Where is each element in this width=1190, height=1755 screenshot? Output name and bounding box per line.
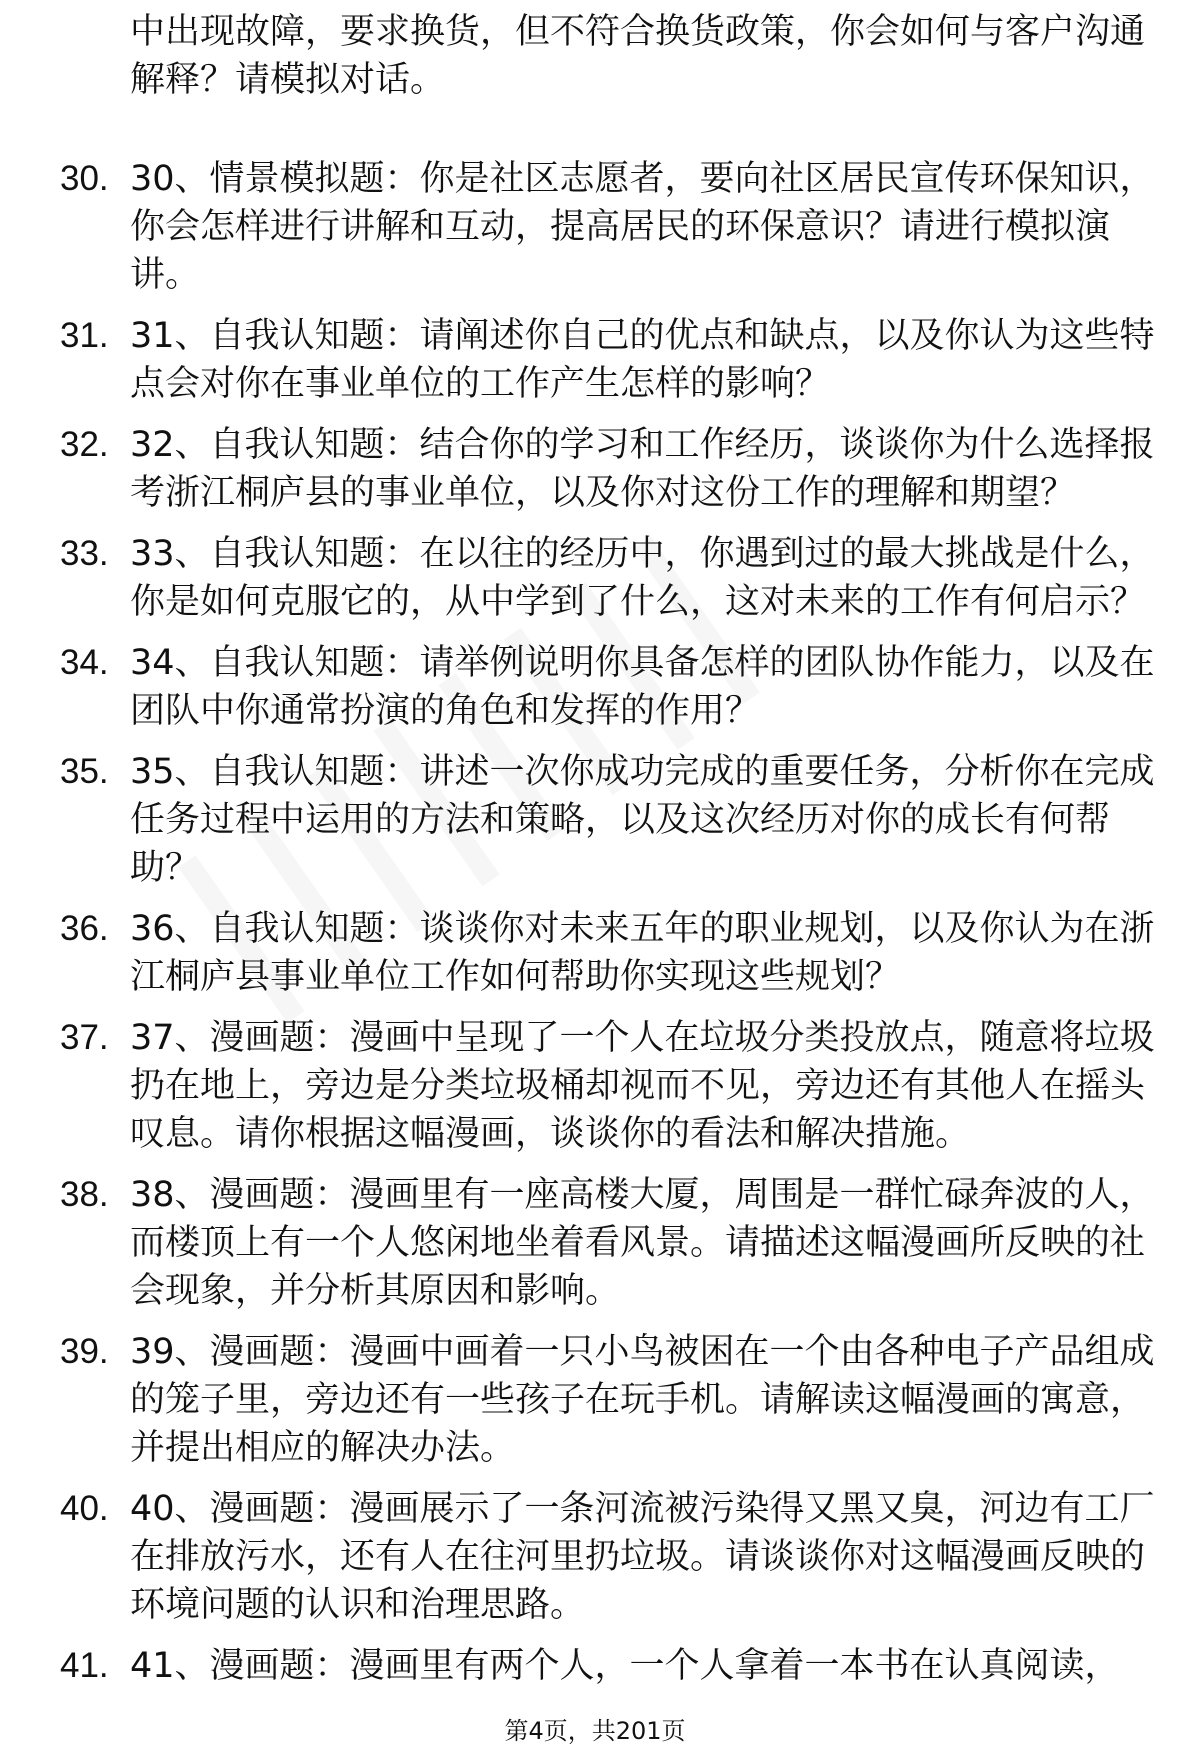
- list-item: [0, 639, 1190, 735]
- item-text: 38、漫画题：漫画里有一座高楼大厦，周围是一群忙碌奔波的人，而楼顶上有一个人悠闲地坐着看风景。请描述这幅漫画所反映的社会现象，并分析其原因和影响。: [130, 1175, 1155, 1311]
- item-number: 30.: [60, 159, 109, 198]
- item-text: 39、漫画题：漫画中画着一只小鸟被困在一个由各种电子产品组成的笼子里，旁边还有一些孩子在玩手机。请解读这幅漫画的寓意，并提出相应的解决办法。: [130, 1332, 1155, 1468]
- item-text: 34、自我认知题：请举例说明你具备怎样的团队协作能力，以及在团队中你通常扮演的角色和发挥的作用？: [130, 643, 1155, 731]
- list-item: [0, 905, 1190, 1001]
- item-text: 33、自我认知题：在以往的经历中，你遇到过的最大挑战是什么，你是如何克服它的，从中学到了什么，这对未来的工作有何启示？: [130, 534, 1155, 622]
- item-text: 30、情景模拟题：你是社区志愿者，要向社区居民宣传环保知识，你会怎样进行讲解和互动，提高居民的环保意识？请进行模拟演讲。: [130, 159, 1155, 295]
- list-item: [0, 530, 1190, 626]
- item-number: 40.: [60, 1489, 109, 1528]
- list-item: [0, 1014, 1190, 1158]
- item-number: 37.: [60, 1018, 109, 1057]
- list-item: [0, 1642, 1190, 1690]
- item-number: 33.: [60, 534, 109, 573]
- page-footer: 第4页，共201页: [504, 1717, 686, 1745]
- item-text: 35、自我认知题：讲述一次你成功完成的重要任务，分析你在完成任务过程中运用的方法和策略，以及这次经历对你的成长有何帮助？: [130, 752, 1155, 888]
- item-number: 41.: [60, 1646, 109, 1685]
- list-item: [0, 1485, 1190, 1629]
- item-number: 36.: [60, 909, 109, 948]
- item-text: 40、漫画题：漫画展示了一条河流被污染得又黑又臭，河边有工厂在排放污水，还有人在往河里扔垃圾。请谈谈你对这幅漫画反映的环境问题的认识和治理思路。: [130, 1489, 1155, 1625]
- item-text: 36、自我认知题：谈谈你对未来五年的职业规划，以及你认为在浙江桐庐县事业单位工作如何帮助你实现这些规划？: [130, 909, 1155, 997]
- list-item: [0, 748, 1190, 892]
- list-item: [0, 1328, 1190, 1472]
- item-text: 41、漫画题：漫画里有两个人，一个人拿着一本书在认真阅读，: [130, 1646, 1120, 1686]
- item-number: 38.: [60, 1175, 109, 1214]
- item-text: 32、自我认知题：结合你的学习和工作经历，谈谈你为什么选择报考浙江桐庐县的事业单位，以及你对这份工作的理解和期望？: [130, 425, 1155, 513]
- item-text: 31、自我认知题：请阐述你自己的优点和缺点，以及你认为这些特点会对你在事业单位的工作产生怎样的影响？: [130, 316, 1155, 404]
- list-item: [0, 155, 1190, 299]
- continued-paragraph: 中出现故障，要求换货，但不符合换货政策，你会如何与客户沟通解释？请模拟对话。: [130, 12, 1146, 100]
- list-item: [0, 312, 1190, 408]
- question-list: [0, 155, 1190, 1703]
- list-item: [0, 421, 1190, 517]
- item-number: 32.: [60, 425, 109, 464]
- list-item: [0, 1171, 1190, 1315]
- item-text: 37、漫画题：漫画中呈现了一个人在垃圾分类投放点，随意将垃圾扔在地上，旁边是分类垃圾桶却视而不见，旁边还有其他人在摇头叹息。请你根据这幅漫画，谈谈你的看法和解决措施。: [130, 1018, 1155, 1154]
- item-number: 34.: [60, 643, 109, 682]
- item-number: 31.: [60, 316, 109, 355]
- item-number: 35.: [60, 752, 109, 791]
- item-number: 39.: [60, 1332, 109, 1371]
